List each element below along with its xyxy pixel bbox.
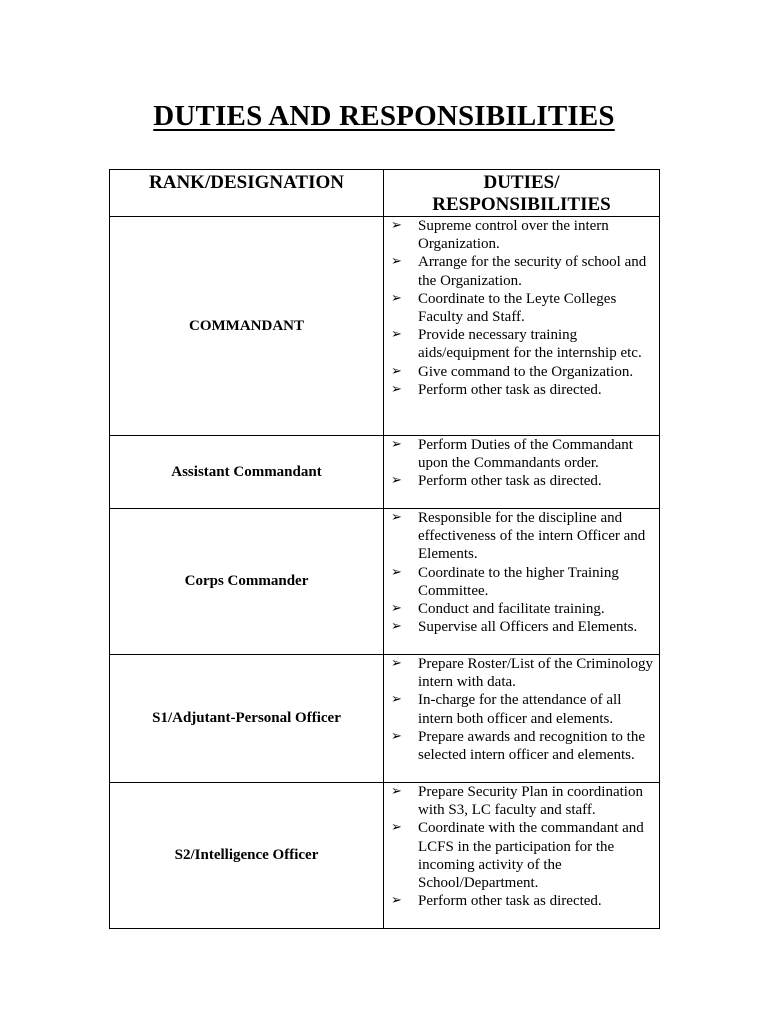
arrowhead-bullet-icon: ➢ bbox=[391, 564, 402, 580]
header-duties-line1: DUTIES/ bbox=[483, 172, 560, 193]
list-item bbox=[384, 819, 659, 892]
list-item bbox=[384, 564, 659, 600]
duty-text: Give command to the Organization. bbox=[418, 363, 634, 380]
list-item bbox=[384, 691, 659, 727]
list-item bbox=[384, 618, 659, 636]
duty-text: Prepare awards and recognition to the selected intern officer and elements. bbox=[418, 728, 645, 764]
list-item bbox=[384, 436, 659, 472]
rank-cell: Corps Commander bbox=[110, 509, 384, 655]
duties-cell bbox=[384, 509, 660, 655]
header-rank-label: RANK/DESIGNATION bbox=[149, 172, 344, 193]
duties-cell bbox=[384, 436, 660, 509]
duties-cell bbox=[384, 783, 660, 929]
arrowhead-bullet-icon: ➢ bbox=[391, 893, 402, 909]
list-item bbox=[384, 892, 659, 910]
table-row bbox=[110, 783, 660, 929]
duty-list bbox=[384, 655, 659, 764]
header-duties bbox=[384, 170, 660, 217]
duty-text: Coordinate to the Leyte Colleges Faculty and Staff. bbox=[418, 290, 617, 326]
arrowhead-bullet-icon: ➢ bbox=[391, 473, 402, 489]
arrowhead-bullet-icon: ➢ bbox=[391, 619, 402, 635]
list-item bbox=[384, 655, 659, 691]
table-row bbox=[110, 217, 660, 436]
rank-cell: S2/Intelligence Officer bbox=[110, 783, 384, 929]
list-item bbox=[384, 509, 659, 564]
arrowhead-bullet-icon: ➢ bbox=[391, 601, 402, 617]
duty-text: Provide necessary training aids/equipment for the internship etc. bbox=[418, 327, 642, 362]
list-item bbox=[384, 381, 659, 399]
arrowhead-bullet-icon: ➢ bbox=[391, 692, 402, 708]
list-item bbox=[384, 363, 659, 381]
duty-text: Arrange for the security of school and the Organization. bbox=[418, 254, 647, 289]
duty-text: Perform Duties of the Commandant upon the Commandants order. bbox=[418, 437, 633, 472]
table-row bbox=[110, 436, 660, 509]
arrowhead-bullet-icon: ➢ bbox=[391, 437, 402, 452]
duties-cell bbox=[384, 217, 660, 436]
arrowhead-bullet-icon: ➢ bbox=[391, 363, 402, 379]
duty-text: Perform other task as directed. bbox=[418, 893, 602, 910]
duty-list bbox=[384, 509, 659, 636]
header-duties-line2: RESPONSIBILITIES bbox=[432, 194, 611, 215]
list-item bbox=[384, 217, 659, 253]
arrowhead-bullet-icon: ➢ bbox=[391, 728, 402, 744]
arrowhead-bullet-icon: ➢ bbox=[391, 290, 402, 306]
rank-cell: S1/Adjutant-Personal Officer bbox=[110, 655, 384, 783]
list-item bbox=[384, 728, 659, 764]
list-item bbox=[384, 783, 659, 819]
table-header-row bbox=[110, 170, 660, 217]
list-item bbox=[384, 326, 659, 362]
rank-cell: COMMANDANT bbox=[110, 217, 384, 436]
duty-text: Perform other task as directed. bbox=[418, 381, 602, 398]
duty-text: In-charge for the attendance of all intern both officer and elements. bbox=[418, 692, 622, 727]
duty-list bbox=[384, 217, 659, 399]
arrowhead-bullet-icon: ➢ bbox=[391, 656, 402, 671]
arrowhead-bullet-icon: ➢ bbox=[391, 381, 402, 397]
arrowhead-bullet-icon: ➢ bbox=[391, 784, 402, 799]
duty-list bbox=[384, 783, 659, 910]
list-item bbox=[384, 253, 659, 289]
arrowhead-bullet-icon: ➢ bbox=[391, 820, 402, 836]
arrowhead-bullet-icon: ➢ bbox=[391, 327, 402, 343]
duty-text: Prepare Security Plan in coordination with S3, LC faculty and staff. bbox=[418, 784, 643, 819]
duty-text: Responsible for the discipline and effectiveness of the intern Officer and Elements. bbox=[418, 510, 646, 563]
duty-text: Supreme control over the intern Organization. bbox=[418, 218, 609, 253]
arrowhead-bullet-icon: ➢ bbox=[391, 254, 402, 270]
duties-cell bbox=[384, 655, 660, 783]
list-item bbox=[384, 600, 659, 618]
table-row bbox=[110, 509, 660, 655]
duty-list bbox=[384, 436, 659, 491]
duty-text: Supervise all Officers and Elements. bbox=[418, 619, 638, 636]
list-item bbox=[384, 290, 659, 326]
table-row bbox=[110, 655, 660, 783]
arrowhead-bullet-icon: ➢ bbox=[391, 510, 402, 525]
duty-text: Perform other task as directed. bbox=[418, 473, 602, 490]
duty-text: Coordinate to the higher Training Committee. bbox=[418, 564, 619, 599]
duty-text: Coordinate with the commandant and LCFS in the participation for the incoming activity of the School/Department. bbox=[418, 820, 644, 892]
list-item bbox=[384, 472, 659, 490]
duty-text: Conduct and facilitate training. bbox=[418, 601, 605, 618]
rank-cell: Assistant Commandant bbox=[110, 436, 384, 509]
header-rank bbox=[110, 170, 384, 217]
duty-text: Prepare Roster/List of the Criminology intern with data. bbox=[418, 656, 653, 691]
page-title: DUTIES AND RESPONSIBILITIES bbox=[153, 100, 615, 132]
duties-table bbox=[109, 169, 660, 929]
arrowhead-bullet-icon: ➢ bbox=[391, 218, 402, 233]
